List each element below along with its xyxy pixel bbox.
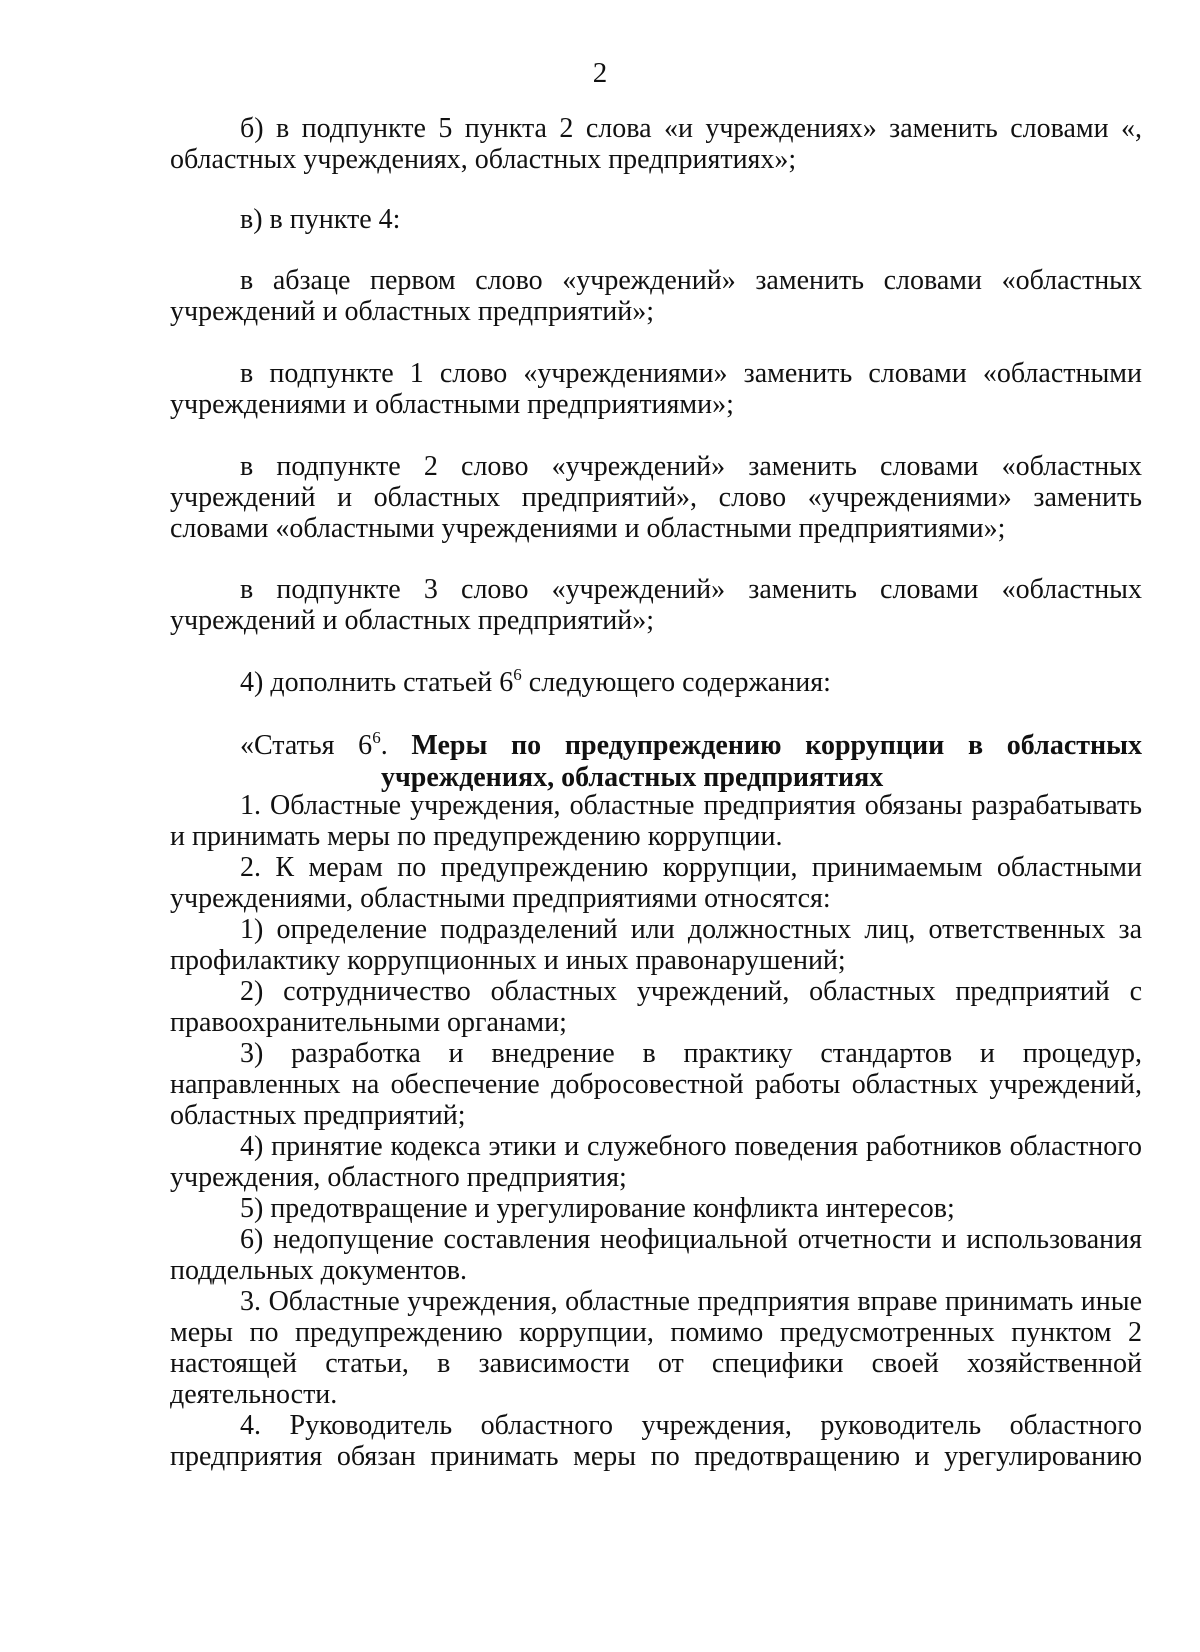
article-heading-line-2 bbox=[381, 762, 1142, 793]
page-number: 2 bbox=[592, 57, 608, 89]
subclause-4: 4) принятие кодекса этики и служебного поведения работников областного учреждения, областного предприятия; bbox=[170, 1131, 1142, 1193]
article-title-line-1: Меры по предупреждению коррупции в областных bbox=[411, 730, 1142, 761]
paragraph-v: в) в пункте 4: bbox=[240, 204, 401, 235]
subclause-6: 6) недопущение составления неофициальной отчетности и использования поддельных документов. bbox=[170, 1224, 1142, 1286]
paragraph-b: б) в подпункте 5 пункта 2 слова «и учреждениях» заменить словами «, областных учреждениях, областных предприятиях»; bbox=[170, 113, 1142, 175]
item-4-text-end: следующего содержания: bbox=[521, 667, 831, 698]
article-heading bbox=[240, 730, 1142, 761]
item-4-intro bbox=[170, 667, 1142, 698]
article-title-line-2: учреждениях, областных предприятиях bbox=[381, 762, 884, 793]
clause-4: 4. Руководитель областного учреждения, руководитель областного предприятия обязан принимать меры по предотвращению и урегулированию bbox=[170, 1410, 1142, 1472]
article-prefix: «Статья 6 bbox=[240, 730, 373, 761]
paragraph-v-subitem-2: в подпункте 2 слово «учреждений» заменить словами «областных учреждений и областных предприятий», слово «учреждениями» заменить словами «областными учреждениями и областными предприятиями»; bbox=[170, 451, 1142, 544]
subclause-1: 1) определение подразделений или должностных лиц, ответственных за профилактику коррупционных и иных правонарушений; bbox=[170, 914, 1142, 976]
item-4-superscript: 6 bbox=[513, 665, 522, 684]
paragraph-v-subitem-3: в подпункте 3 слово «учреждений» заменить словами «областных учреждений и областных предприятий»; bbox=[170, 574, 1142, 636]
subclause-2: 2) сотрудничество областных учреждений, областных предприятий с правоохранительными органами; bbox=[170, 976, 1142, 1038]
clause-1: 1. Областные учреждения, областные предприятия обязаны разрабатывать и принимать меры по предупреждению коррупции. bbox=[170, 790, 1142, 852]
clause-3: 3. Областные учреждения, областные предприятия вправе принимать иные меры по предупреждению коррупции, помимо предусмотренных пунктом 2 настоящей статьи, в зависимости от специфики своей хозяйственной деятельности. bbox=[170, 1286, 1142, 1410]
article-dot: . bbox=[380, 730, 412, 761]
article-superscript: 6 bbox=[372, 728, 381, 747]
paragraph-v-abzac: в абзаце первом слово «учреждений» заменить словами «областных учреждений и областных предприятий»; bbox=[170, 265, 1142, 327]
subclause-5: 5) предотвращение и урегулирование конфликта интересов; bbox=[240, 1193, 955, 1224]
item-4-text: 4) дополнить статьей 6 bbox=[240, 667, 514, 698]
paragraph-v-subitem-1: в подпункте 1 слово «учреждениями» заменить словами «областными учреждениями и областными предприятиями»; bbox=[170, 358, 1142, 420]
clause-2: 2. К мерам по предупреждению коррупции, принимаемым областными учреждениями, областными предприятиями относятся: bbox=[170, 852, 1142, 914]
subclause-3: 3) разработка и внедрение в практику стандартов и процедур, направленных на обеспечение добросовестной работы областных учреждений, областных предприятий; bbox=[170, 1038, 1142, 1131]
